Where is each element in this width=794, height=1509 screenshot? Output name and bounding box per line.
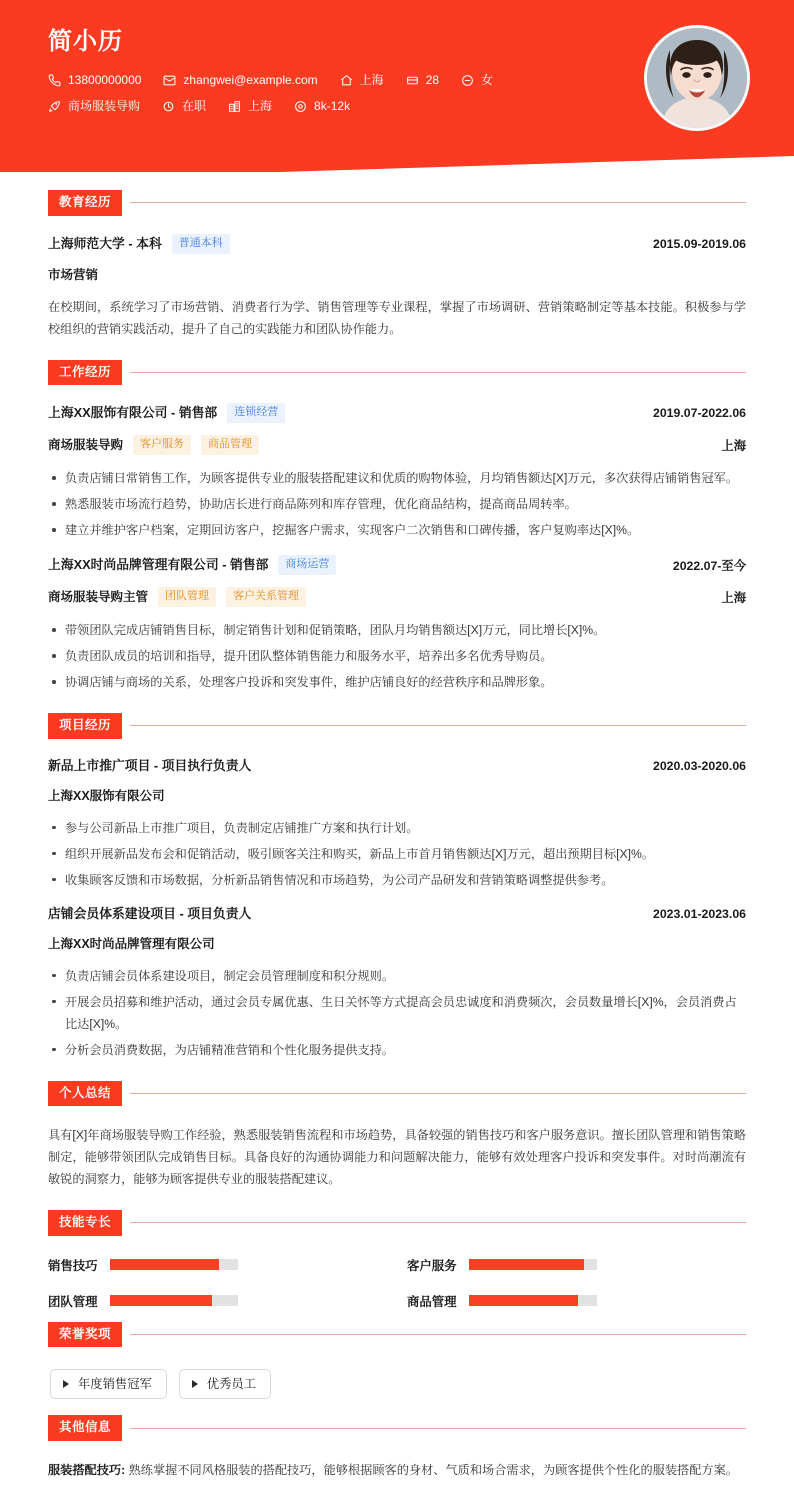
contact-gender-value: 女	[481, 73, 494, 87]
section-other	[48, 1415, 746, 1481]
skill-label: 商品管理	[407, 1294, 457, 1309]
mail-icon	[163, 74, 176, 87]
education-major-row	[48, 266, 746, 284]
section-title-honors: 荣誉奖项	[48, 1322, 122, 1348]
work-item-headline	[48, 403, 746, 423]
id-card-icon	[406, 74, 419, 87]
work-location: 上海	[721, 591, 746, 605]
education-description: 在校期间，系统学习了市场营销、消费者行为学、销售管理等专业课程，掌握了市场调研、营销策略制定等基本技能。积极参与学校组织的营销实践活动，提升了自己的实践能力和团队协作能力。	[48, 299, 746, 336]
job-status	[162, 98, 206, 114]
contact-age-value: 28	[425, 73, 440, 87]
skill-label: 客户服务	[407, 1258, 457, 1273]
work-date: 2022.07-至今	[672, 559, 746, 573]
section-work	[48, 360, 746, 694]
job-target-value: 商场服装导购	[68, 99, 141, 113]
work-item	[48, 403, 746, 541]
work-company-tag: 商场运营	[278, 555, 336, 575]
section-rule	[130, 1093, 746, 1094]
section-summary	[48, 1081, 746, 1191]
job-target	[48, 98, 140, 114]
work-position-tag: 商品管理	[201, 435, 259, 455]
section-title-other: 其他信息	[48, 1415, 122, 1441]
section-title-summary: 个人总结	[48, 1081, 122, 1107]
play-triangle-icon	[63, 1380, 69, 1388]
salary-expectation	[294, 98, 350, 114]
list-item: 分析会员消费数据，为店铺精准营销和个性化服务提供支持。	[48, 1039, 746, 1061]
contact-age	[406, 72, 439, 88]
list-item: 参与公司新品上市推广项目，负责制定店铺推广方案和执行计划。	[48, 817, 746, 839]
list-item: 建立并维护客户档案，定期回访客户，挖掘客户需求，实现客户二次销售和口碑传播，客户复购率达[X]%。	[48, 519, 746, 541]
skill-progress-track	[110, 1259, 238, 1270]
job-status-value: 在职	[182, 99, 207, 113]
skill-progress-fill	[110, 1295, 212, 1306]
work-item-headline	[48, 555, 746, 575]
play-triangle-icon	[192, 1380, 198, 1388]
honor-label: 年度销售冠军	[78, 1377, 152, 1391]
section-header-project	[48, 713, 746, 739]
project-company-row	[48, 787, 746, 805]
project-item	[48, 757, 746, 891]
work-company: 上海XX服饰有限公司 - 销售部	[48, 405, 218, 420]
section-header-honors	[48, 1322, 746, 1348]
contact-email	[163, 72, 317, 88]
honor-badge[interactable]	[50, 1369, 167, 1399]
contact-email-value: zhangwei@example.com	[183, 73, 318, 87]
skill-progress-fill	[110, 1259, 219, 1270]
contact-row-primary	[48, 72, 515, 88]
list-item: 开展会员招募和维护活动，通过会员专属优惠、生日关怀等方式提高会员忠诚度和消费频次，会员数量增长[X]%，会员消费占比达[X]%。	[48, 991, 746, 1035]
project-item-headline	[48, 905, 746, 923]
resume-body	[0, 190, 794, 1509]
list-item: 熟悉服装市场流行趋势，协助店长进行商品陈列和库存管理，优化商品结构，提高商品周转率。	[48, 493, 746, 515]
work-bullets	[48, 467, 746, 541]
salary-value: 8k-12k	[314, 99, 351, 113]
home-icon	[340, 74, 353, 87]
work-position: 商场服装导购主管	[48, 590, 149, 604]
education-major: 市场营销	[48, 267, 99, 282]
skill-item	[407, 1256, 746, 1274]
work-position-tag: 客户服务	[133, 435, 191, 455]
section-header-work	[48, 360, 746, 386]
skill-progress-fill	[469, 1259, 584, 1270]
list-item: 负责团队成员的培训和指导，提升团队整体销售能力和服务水平，培养出多名优秀导购员。	[48, 645, 746, 667]
work-position: 商场服装导购	[48, 438, 124, 452]
project-bullets	[48, 965, 746, 1061]
work-position-tag: 客户关系管理	[226, 587, 306, 607]
project-date: 2020.03-2020.06	[653, 758, 746, 773]
section-header-education	[48, 190, 746, 216]
skill-item	[48, 1256, 387, 1274]
honor-label: 优秀员工	[206, 1377, 256, 1391]
work-position-tag: 团队管理	[158, 587, 216, 607]
avatar-photo	[647, 28, 747, 128]
section-rule	[130, 202, 746, 203]
education-school: 上海师范大学 - 本科	[48, 235, 162, 251]
section-header-other	[48, 1415, 746, 1441]
section-rule	[130, 725, 746, 726]
section-rule	[130, 1428, 746, 1429]
summary-text: 具有[X]年商场服装导购工作经验，熟悉服装销售流程和市场趋势，具备较强的销售技巧和客户服务意识。擅长团队管理和销售策略制定，能够带领团队完成销售目标。具备良好的沟通协调能力和问题解决能力，能够有效处理客户投诉和突发事件。对时尚潮流有敏锐的洞察力，能够为顾客提供专业的服装搭配建议。	[48, 1128, 746, 1186]
contact-phone	[48, 72, 141, 88]
education-item-headline	[48, 234, 746, 254]
section-title-work: 工作经历	[48, 360, 122, 386]
project-date: 2023.01-2023.06	[653, 906, 746, 921]
skill-item	[48, 1292, 387, 1310]
project-company-row	[48, 935, 746, 953]
work-city-value: 上海	[248, 99, 273, 113]
project-company: 上海XX时尚品牌管理有限公司	[48, 936, 215, 951]
section-header-skills	[48, 1210, 746, 1236]
salary-icon	[294, 100, 307, 113]
status-icon	[162, 100, 175, 113]
work-position-row	[48, 587, 746, 607]
education-item	[48, 234, 746, 340]
skill-progress-track	[469, 1259, 597, 1270]
phone-icon	[48, 74, 61, 87]
section-header-summary	[48, 1081, 746, 1107]
section-title-project: 项目经历	[48, 713, 122, 739]
list-item: 负责店铺会员体系建设项目，制定会员管理制度和积分规则。	[48, 965, 746, 987]
project-title: 新品上市推广项目 - 项目执行负责人	[48, 757, 252, 773]
skill-progress-track	[110, 1295, 238, 1306]
skill-label: 销售技巧	[48, 1258, 98, 1273]
contact-gender	[461, 72, 493, 88]
list-item: 负责店铺日常销售工作，为顾客提供专业的服装搭配建议和优质的购物体验，月均销售额达[X]万元，多次获得店铺销售冠军。	[48, 467, 746, 489]
city-icon	[228, 100, 241, 113]
rocket-icon	[48, 100, 61, 113]
gender-icon	[461, 74, 474, 87]
avatar	[644, 25, 750, 131]
work-item	[48, 555, 746, 693]
project-item-headline	[48, 757, 746, 775]
work-position-row	[48, 435, 746, 455]
contact-hometown-value: 上海	[359, 73, 384, 87]
list-item: 协调店铺与商场的关系，处理客户投诉和突发事件，维护店铺良好的经营秩序和品牌形象。	[48, 671, 746, 693]
project-title: 店铺会员体系建设项目 - 项目负责人	[48, 905, 252, 921]
skill-progress-track	[469, 1295, 597, 1306]
work-company: 上海XX时尚品牌管理有限公司 - 销售部	[48, 557, 269, 572]
section-title-skills: 技能专长	[48, 1210, 122, 1236]
section-project	[48, 713, 746, 1061]
work-city	[228, 98, 272, 114]
list-item: 收集顾客反馈和市场数据，分析新品销售情况和市场趋势，为公司产品研发和营销策略调整提供参考。	[48, 869, 746, 891]
other-info-line	[48, 1459, 746, 1481]
section-rule	[130, 1334, 746, 1335]
section-education	[48, 190, 746, 340]
section-honors	[48, 1322, 746, 1412]
work-bullets	[48, 619, 746, 693]
other-info-label: 服装搭配技巧:	[48, 1462, 126, 1477]
project-bullets	[48, 817, 746, 891]
section-skills	[48, 1210, 746, 1318]
project-item	[48, 905, 746, 1061]
work-location: 上海	[721, 439, 746, 453]
honors-list	[48, 1365, 746, 1411]
project-company: 上海XX服饰有限公司	[48, 788, 165, 803]
section-rule	[130, 372, 746, 373]
list-item: 带领团队完成店铺销售目标，制定销售计划和促销策略，团队月均销售额达[X]万元，同比增长[X]%。	[48, 619, 746, 641]
resume-header	[0, 0, 794, 190]
other-info-text: 熟练掌握不同风格服装的搭配技巧，能够根据顾客的身材、气质和场合需求，为顾客提供个性化的服装搭配方案。	[125, 1462, 738, 1477]
skill-progress-fill	[469, 1295, 578, 1306]
skills-grid	[48, 1254, 746, 1318]
contact-row-secondary	[48, 98, 515, 114]
education-date: 2015.09-2019.06	[653, 236, 746, 251]
section-title-education: 教育经历	[48, 190, 122, 216]
page-title: 简小历	[48, 28, 123, 55]
work-company-tag: 连锁经营	[227, 403, 285, 423]
education-tag: 普通本科	[172, 234, 230, 254]
skill-item	[407, 1292, 746, 1310]
skill-label: 团队管理	[48, 1294, 98, 1309]
list-item: 组织开展新品发布会和促销活动，吸引顾客关注和购买，新品上市首月销售额达[X]万元，超出预期目标[X]%。	[48, 843, 746, 865]
contact-hometown	[340, 72, 384, 88]
work-date: 2019.07-2022.06	[653, 406, 746, 420]
section-rule	[130, 1222, 746, 1223]
contact-phone-value: 13800000000	[68, 73, 142, 87]
honor-badge[interactable]	[179, 1369, 271, 1399]
